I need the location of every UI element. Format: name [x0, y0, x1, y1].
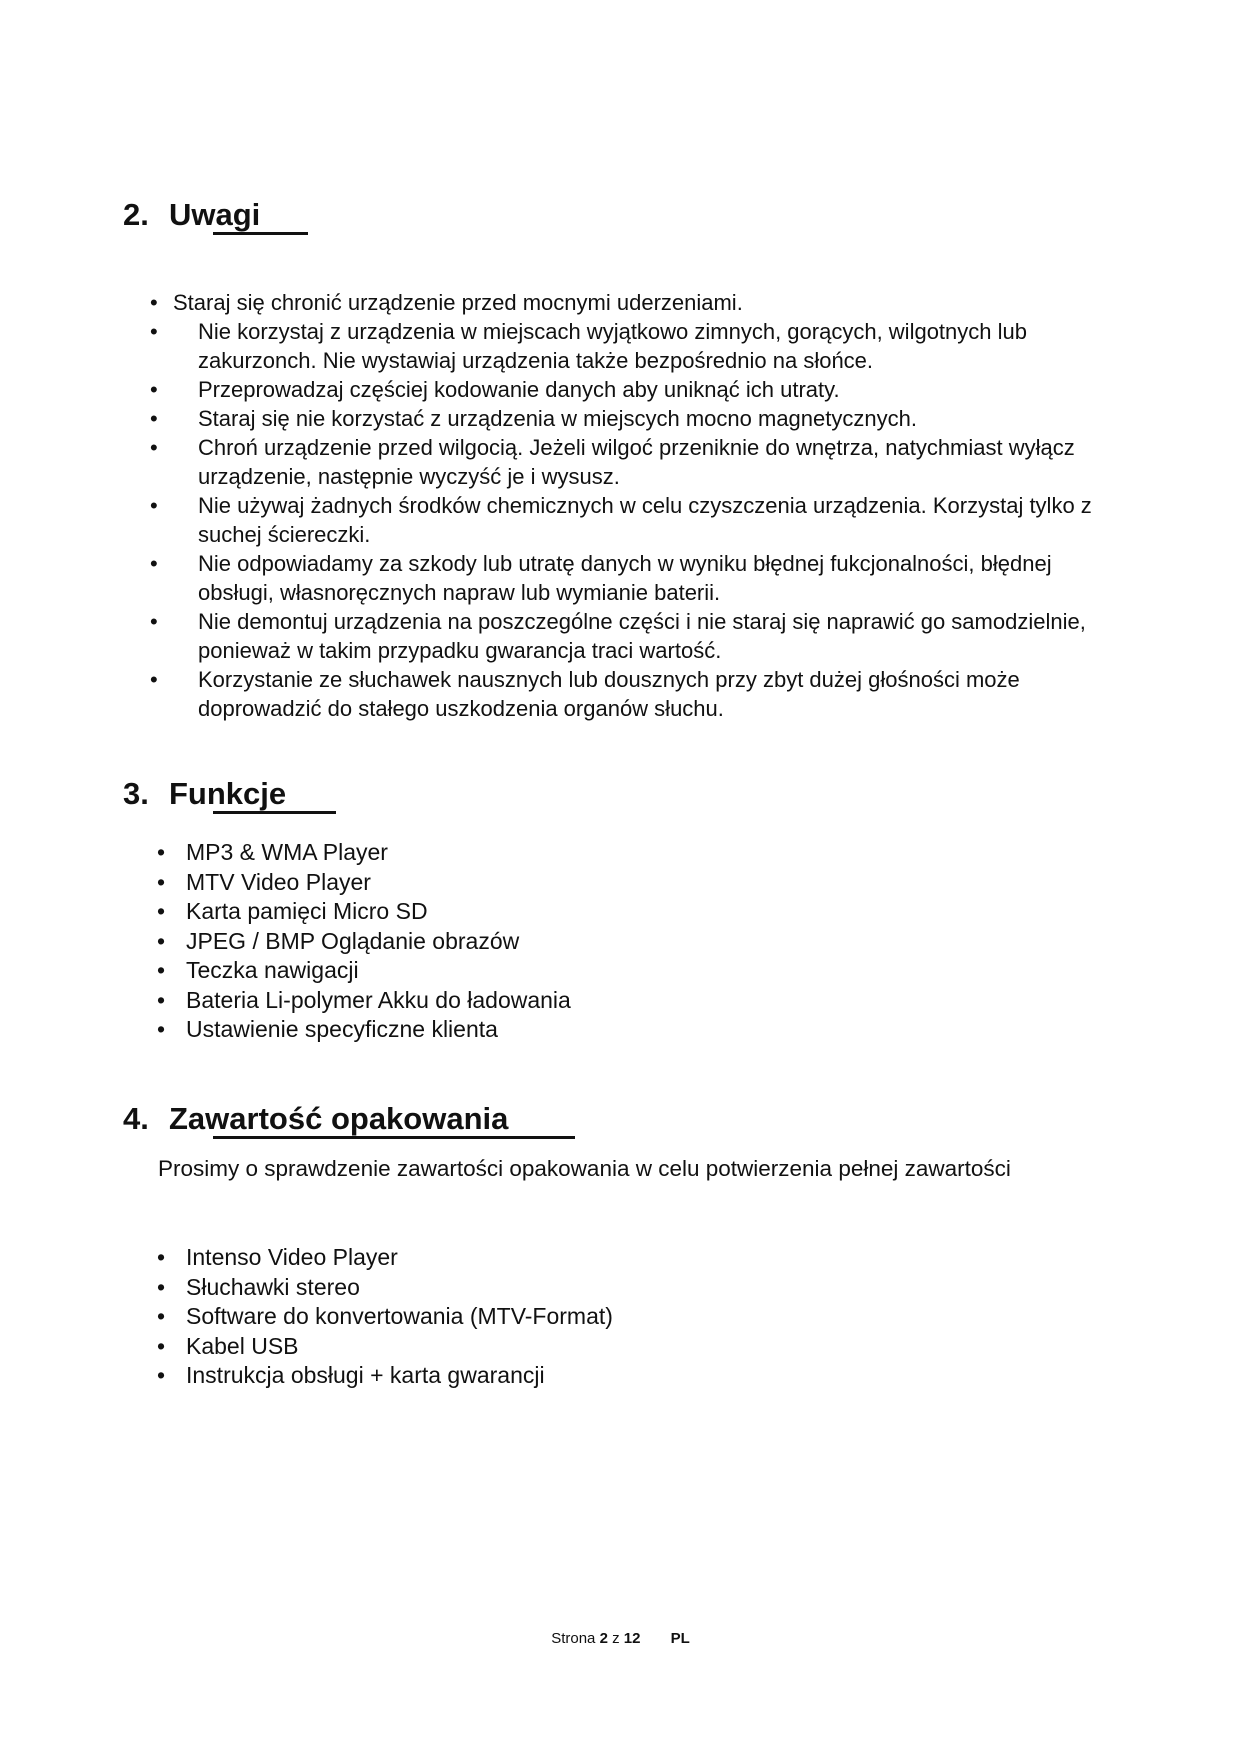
section-number: 4.: [123, 1101, 149, 1136]
heading-underline: [213, 1136, 575, 1139]
section-title: Zawartość opakowania: [169, 1101, 509, 1136]
list-item: • MP3 & WMA Player: [157, 839, 388, 865]
list-item: • Karta pamięci Micro SD: [157, 898, 428, 924]
list-item: • Nie używaj żadnych środków chemicznych w celu czyszczenia urządzenia. Korzystaj tylko z suchej ściereczki.: [150, 493, 1092, 547]
list-item: • Kabel USB: [157, 1332, 299, 1359]
list-item: • Intenso Video Player: [157, 1244, 398, 1270]
section-heading-funkcje: [123, 775, 286, 813]
section-number: 2.: [123, 197, 149, 232]
package-contents-list: [155, 1243, 613, 1391]
footer-separator: z: [612, 1630, 620, 1647]
list-item: • Bateria Li-polymer Akku do ładowania: [157, 986, 571, 1013]
footer-page-number: 2: [599, 1630, 608, 1647]
section-heading-uwagi: [123, 196, 260, 234]
list-item: • Software do konvertowania (MTV-Format): [157, 1303, 613, 1329]
footer-language: PL: [670, 1630, 690, 1647]
list-item: • JPEG / BMP Oglądanie obrazów: [157, 927, 520, 954]
footer-page-total: 12: [623, 1630, 641, 1647]
section-heading-zawartosc: [123, 1100, 508, 1138]
list-item: • MTV Video Player: [157, 868, 371, 895]
list-item: • Nie demontuj urządzenia na poszczególne części i nie staraj się naprawić go samodzielnie, ponieważ w takim przypadku gwarancja traci wartość.: [150, 609, 1086, 663]
list-item: • Instrukcja obsługi + karta gwarancji: [157, 1362, 545, 1388]
list-item: • Teczka nawigacji: [157, 957, 359, 983]
list-item: • Nie korzystaj z urządzenia w miejscach wyjątkowo zimnych, gorących, wilgotnych lub zakurzonch. Nie wystawiaj urządzenia także bezpośrednio na słońce.: [150, 319, 1027, 373]
heading-underline: [213, 811, 336, 814]
package-intro-text: Prosimy o sprawdzenie zawartości opakowania w celu potwierzenia pełnej zawartości: [158, 1156, 1011, 1181]
list-item: • Staraj się nie korzystać z urządzenia w miejscych mocno magnetycznych.: [150, 406, 917, 431]
footer-prefix: Strona: [551, 1630, 596, 1647]
heading-underline: [213, 232, 308, 235]
section-number: 3.: [123, 776, 149, 811]
list-item: • Nie odpowiadamy za szkody lub utratę danych w wyniku błędnej fukcjonalności, błędnej obsługi, własnoręcznych napraw lub wymianie baterii.: [150, 551, 1052, 605]
list-item: • Staraj się chronić urządzenie przed mocnymi uderzeniami.: [150, 290, 743, 315]
list-item: • Korzystanie ze słuchawek nausznych lub dousznych przy zbyt dużej głośności może doprowadzić do stałego uszkodzenia organów słuchu.: [150, 667, 1020, 721]
warnings-list: [145, 288, 1105, 723]
section-title: Funkcje: [169, 776, 287, 811]
page-footer: [0, 1630, 1241, 1647]
list-item: • Przeprowadzaj częściej kodowanie danych aby uniknąć ich utraty.: [150, 377, 840, 402]
features-list: [155, 838, 571, 1045]
list-item: • Chroń urządzenie przed wilgocią. Jeżeli wilgoć przeniknie do wnętrza, natychmiast wyłącz urządzenie, następnie wyczyść je i wysusz.: [150, 435, 1075, 489]
section-title: Uwagi: [169, 197, 261, 232]
list-item: • Słuchawki stereo: [157, 1273, 360, 1300]
list-item: • Ustawienie specyficzne klienta: [157, 1016, 498, 1042]
